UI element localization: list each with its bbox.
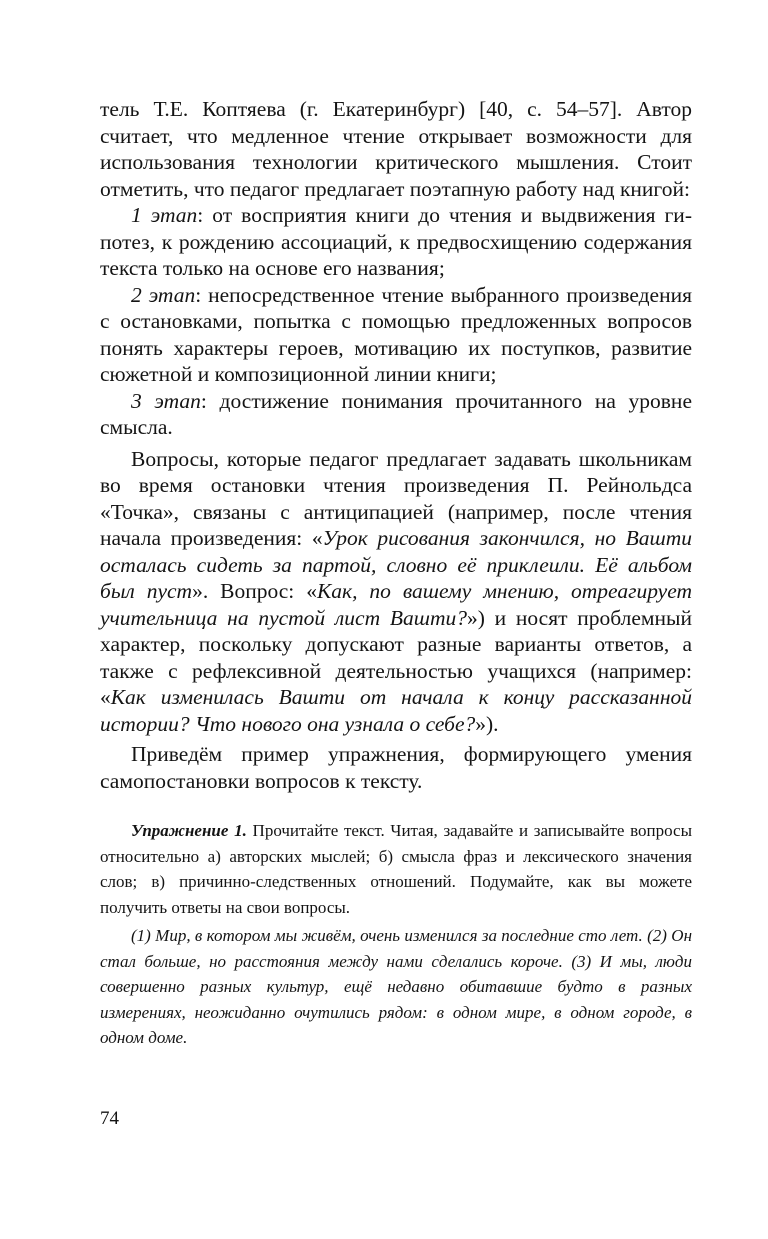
exercise-block — [100, 818, 692, 1051]
stage-3-label: 3 этап — [131, 388, 201, 413]
paragraph-stage-3 — [100, 388, 692, 441]
stage-1-text: : от восприятия книги до чтения и выдвижения гипотез, к рождению ассоциаций, к предвосхищению содержания текста только на основе его названия; — [100, 203, 692, 280]
paragraph-questions — [100, 446, 692, 738]
stage-2-text: : непосредственное чтение выбранного произведения с остановками, попытка с помощью предложенных вопросов понять характеры героев, мотивацию их поступков, развитие сюжетной и композиционной линии книги; — [100, 282, 692, 386]
quote-1: Урок рисования закончился, но Вашти осталась сидеть за партой, словно её приклеили. Её альбом был пуст — [100, 526, 692, 603]
paragraph-intro: тель Т.Е. Коптяева (г. Екатеринбург) [40, с. 54–57]. Автор считает, что медленное чтение открывает возможности для использования технологии критического мышления. Стоит отметить, что педагог предлагает поэтапную работу над книгой: — [100, 97, 692, 201]
stage-2-label: 2 этап — [131, 282, 196, 307]
exercise-instruction-text: Прочитайте текст. Читая, задавайте и записывайте вопросы относительно а) авторских мыслей; б) смысла фраз и лексического значения слов; в) причинно-следственных отношений. Подумайте, как вы можете получить ответы на свои вопросы. — [100, 821, 693, 917]
exercise-sample-text — [100, 923, 692, 1051]
quote-2: Как, по вашему мнению, отреагирует учительница на пустой лист Вашти? — [100, 579, 692, 630]
stage-3-text: : достижение понимания прочитанного на уровне смысла. — [100, 388, 692, 439]
page — [100, 96, 692, 1051]
exercise-sample-italic: (1) Мир, в котором мы живём, очень изменился за последние сто лет. (2) Он стал больше, но расстояния между нами сделались короче. (3) И мы, люди совершенно разных культур, ещё недавно обитавшие будто в разных измерениях, неожиданно очутились рядом: в одном мире, в одном городе, в одном доме. — [100, 926, 692, 1047]
main-text — [100, 96, 692, 794]
paragraph-example: Приведём пример упражнения, формирующего умения самопостановки вопросов к тексту. — [100, 742, 692, 793]
questions-text-2: ». Вопрос: « — [192, 579, 317, 603]
exercise-label: Упражнение 1. — [131, 821, 247, 840]
quote-3: Как изменилась Вашти от начала к концу рассказанной истории? Что нового она узнала о себе? — [100, 685, 692, 736]
questions-text-4: »). — [475, 711, 499, 736]
stage-1-label: 1 этап — [131, 203, 198, 227]
questions-text-3: ») и носят проблемный характер, поскольку допускают разные варианты ответов, а также с рефлексивной деятельностью учащихся (например: « — [100, 605, 692, 709]
exercise-instruction — [100, 818, 692, 920]
page-number: 74 — [100, 1108, 119, 1129]
paragraph-stage-2 — [100, 282, 692, 388]
paragraph-stage-1 — [100, 202, 692, 282]
questions-text-1: Вопросы, которые педагог предлагает задавать школьникам во время остановки чтения произведения П. Рейнольдса «Точка», связаны с антиципацией (например, после чтения начала произведения: « — [100, 446, 692, 550]
